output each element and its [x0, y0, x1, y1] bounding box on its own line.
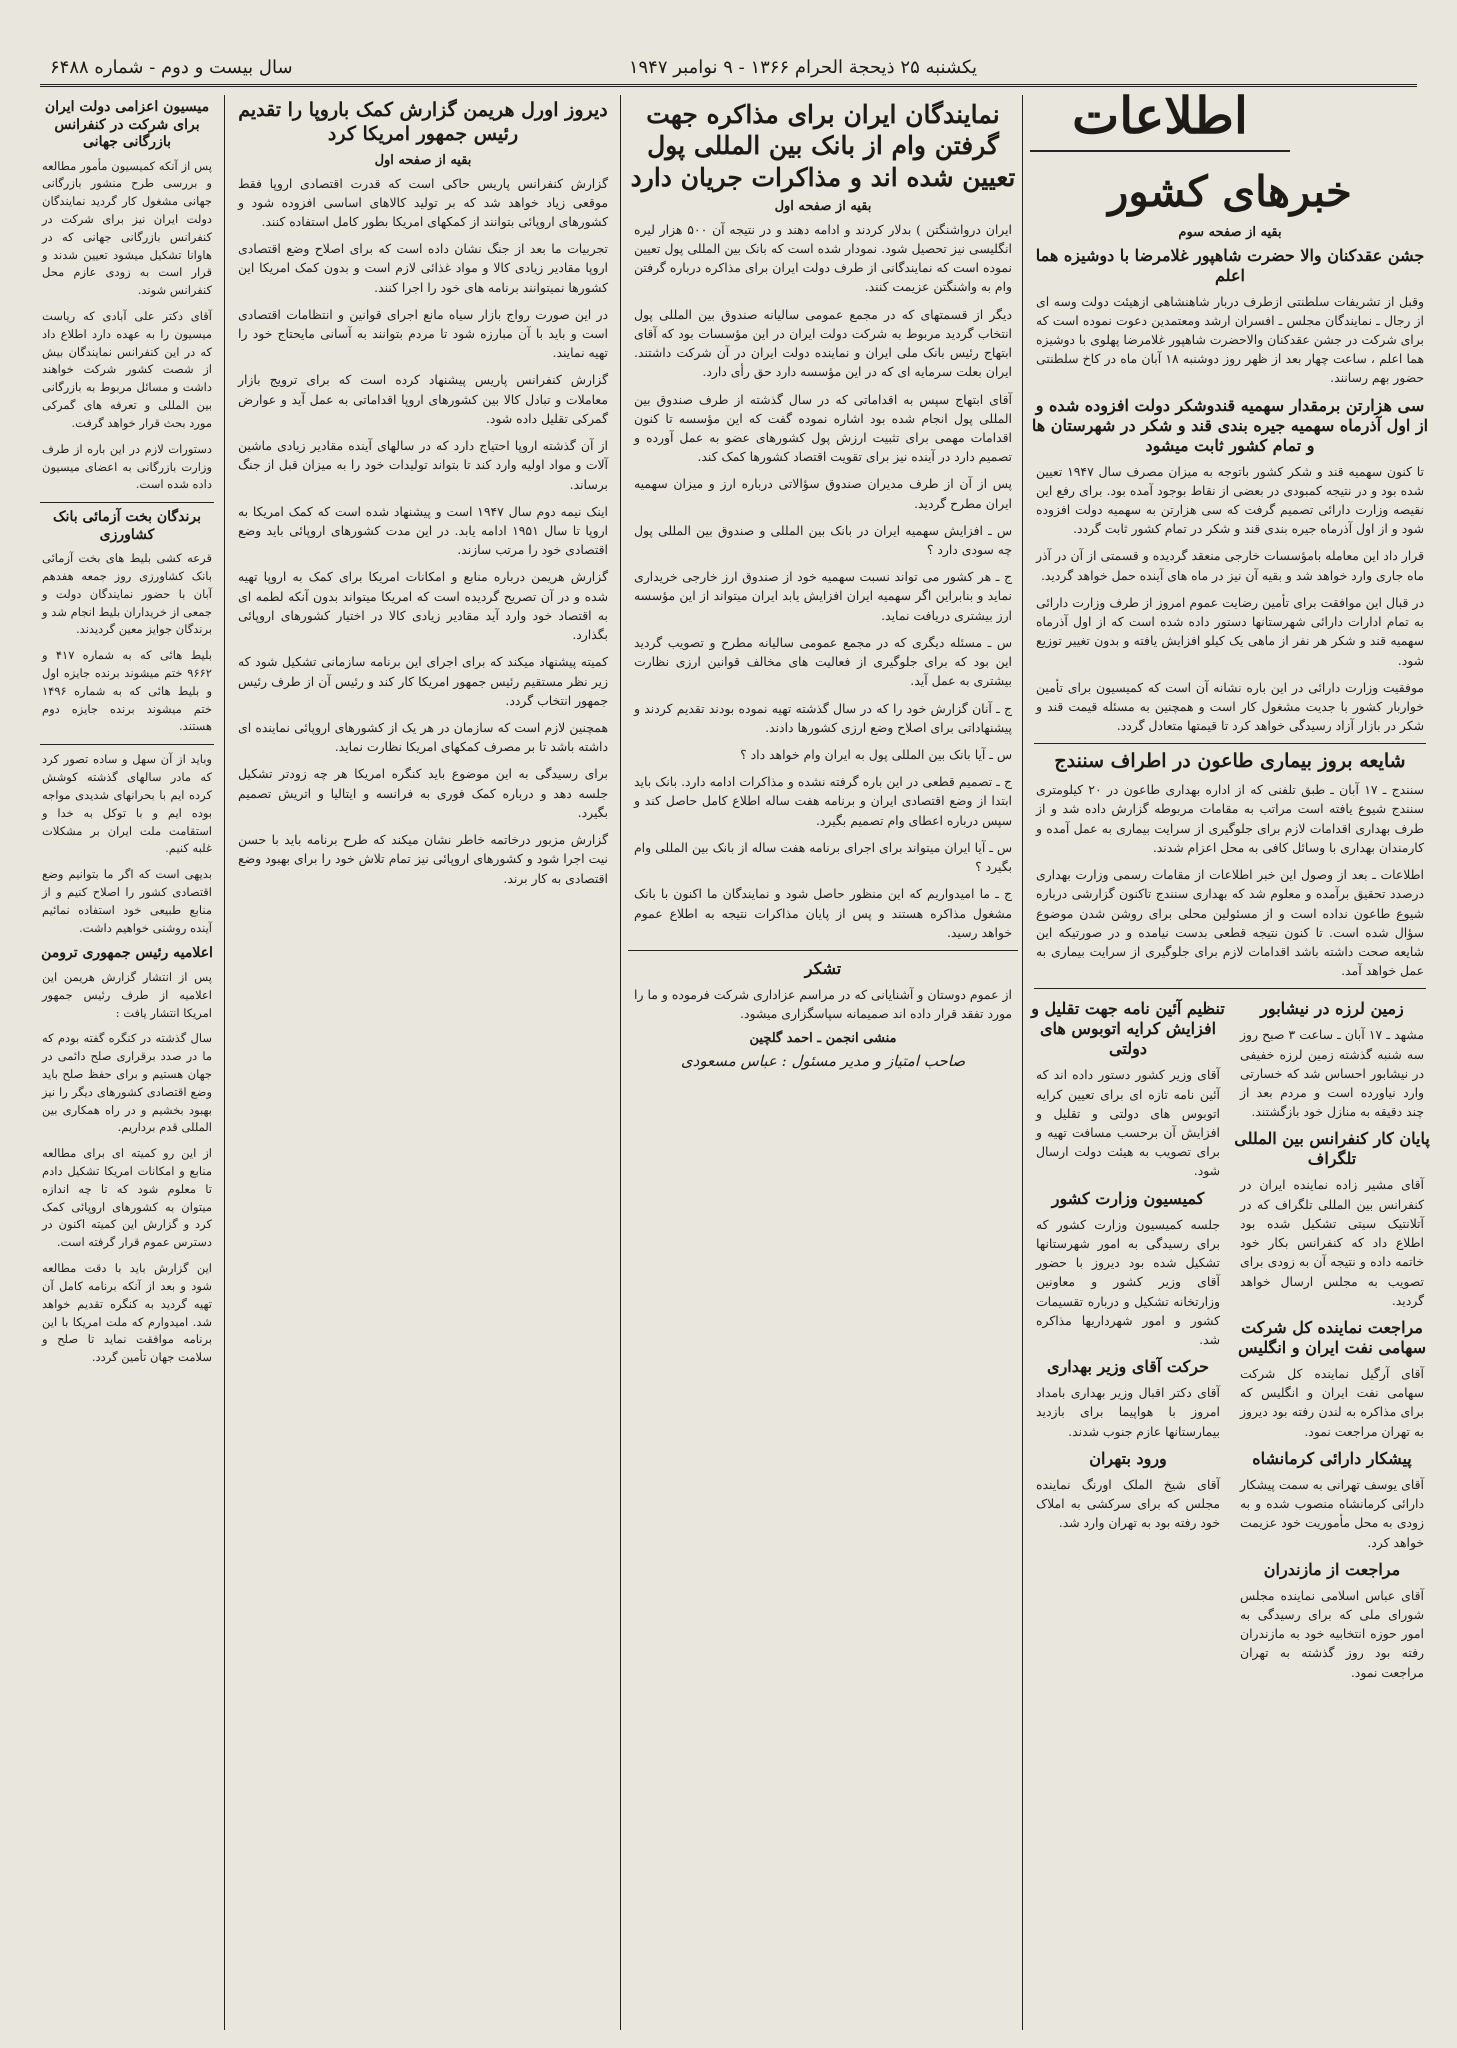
column-rule — [224, 95, 225, 2030]
article-bank-1: ایران درواشنگتن ) بدلار کردند و ادامه دهند و در نتیجه آن ۵۰۰ هزار لیره انگلیسی نیز تحصیل شود. نمودار شده است که بانک بین المللی پول تعیین نموده است که نمایندگانی از طرف دولت ایران برای مذاکره درباره گرفتن وام به واشنگتن عزیمت کنند. — [634, 221, 1012, 295]
article-harriman-9: همچنین لازم است که سازمان در هر یک از کشورهای اروپائی نماینده ای داشته باشد تا بر مصرف کمکهای امریکا نظارت نماید. — [238, 719, 608, 755]
headline-health: حرکت آقای وزیر بهداری — [1047, 1357, 1209, 1377]
article-continued-1: وباید از آن سهل و ساده تصور کرد که مادر سالهای گذشته کوشش کرده ایم با بحرانهای شدیدی مواجه بوده ایم و با توکل به خدا و استقامت ملت ایران بر مشکلات غلبه کنیم. — [42, 752, 212, 856]
article-oil: آقای آرگیل نماینده کل شرکت سهامی نفت ایران و انگلیس که برای مذاکره به لندن رفته بود دیروز به تهران مراجعت نمود. — [1240, 1366, 1424, 1439]
headline-truman: اعلامیه رئیس جمهوری ترومن — [41, 945, 213, 962]
section-title: خبرهای کشور — [1108, 167, 1352, 216]
headline-kermanshah: پیشکار دارائی کرمانشاه — [1252, 1448, 1412, 1468]
article-interior: جلسه کمیسیون وزارت کشور که برای رسیدگی به امور شهرستانها تشکیل شده بود دیروز با حضور آقای وزیر کشور و معاونین وزارتخانه تشکیل و درباره تقسیمات کشور و امور شهرداریها مذاکره شد. — [1036, 1216, 1220, 1347]
article-harriman-5: از آن گذشته اروپا احتیاج دارد که در سالهای آینده مقادیر زیادی ماشین آلات و مواد اولیه وارد کند تا بتواند تولیدات خود را به میزان قبل از جنگ برساند. — [238, 438, 608, 492]
article-wedding: وقبل از تشریفات سلطنتی ازطرف دربار شاهنشاهی ازهیئت دولت وسه ای از رجال ـ نمایندگان مجلس ـ افسران ارشد ومعتمدین دعوت نموده است که برای شرکت در جشن عقدکنان والاحضرت شاهپور غلامرضا پهلوی با دوشیزه هما اعلم ، ساعت چهار بعد از ظهر روز دوشنبه ۱۸ آبان ماه در کاخ سلطنتی حضور بهم رسانند. — [1036, 293, 1424, 386]
article-harriman-4: گزارش کنفرانس پاریس پیشنهاد کرده است که برای ترویج بازار معاملات و تبادل کالا بین کشورهای اروپا اقداماتی به عمل آید و عوارض گمرکی تقلیل داده شود. — [238, 372, 608, 426]
article-bank-7: س ـ مسئله دیگری که در مجمع عمومی سالیانه مطرح و تصویب گردید این بود که برای جلوگیری از فعالیت های مخالف قوانین ارزی نظارت بیشتری به عمل آید. — [634, 634, 1012, 689]
article-health: آقای دکتر اقبال وزیر بهداری بامداد امروز با هواپیما برای بازدید بیمارستانها عازم جنوب شدند. — [1036, 1385, 1220, 1439]
column-rule — [1022, 95, 1023, 2030]
article-truman-1: پس از انتشار گزارش هریمن این اعلامیه از طرف رئیس جمهور امریکا انتشار یافت : — [42, 969, 212, 1020]
article-telecom: آقای مشیر زاده نماینده ایران در کنفرانس بین المللی تلگراف که در آتلانتیک سیتی تشکیل شده بود اطلاع داد که کنفرانس بکار خود خاتمه داده و نتیجه آن به زودی برای تصویب به مجلس ارسال خواهد گردید. — [1240, 1177, 1424, 1308]
article-continued-2: بدیهی است که اگر ما بتوانیم وضع اقتصادی کشور را اصلاح کنیم و از منابع طبیعی خود استفاده نمائیم آینده روشنی خواهیم داشت. — [42, 867, 212, 935]
article-bank-10: ج ـ تصمیم قطعی در این باره گرفته نشده و مذاکرات ادامه دارد. بانک باید ابتدا از وضع اقتصادی ایران و برنامه هفت ساله اطلاع کامل حاصل کند و سپس درباره اعطای وام تصمیم بگیرد. — [634, 774, 1012, 828]
article-truman-4: این گزارش باید با دقت مطالعه شود و بعد از آنکه برنامه کامل آن تهیه گردید به کنگره تقدیم خواهد شد. امیدوارم که ملت امریکا با این برنامه موافقت نماید تا صلح و سلامت جهان تأمین گردد. — [42, 1261, 212, 1365]
notice-box — [628, 950, 1018, 1046]
article-itu-2: آقای دکتر علی آبادی که ریاست میسیون را به عهده دارد اطلاع داد که در این کنفرانس نمایندگان بیش از شصت کشور شرکت خواهند داشت و مسائل مربوط به بازرگانی بین المللی و تعرفه های گمرکی مورد بحث قرار خواهد گرفت. — [42, 309, 212, 430]
headline-interior: کمیسیون وزارت کشور — [1051, 1188, 1205, 1208]
headline-arrival: ورود بتهران — [1089, 1448, 1167, 1468]
article-itu-3: دستورات لازم در این باره از طرف وزارت بازرگانی به اعضای میسیون داده شده است. — [42, 441, 212, 492]
article-bank-6: ج ـ هر کشور می تواند نسبت سهمیه خود از صندوق ارز خارجی خریداری نماید و بنابراین اگر سهمیه ایران افزایش یابد ایران میتواند از این مؤسسه ارز بیشتری دریافت نماید. — [634, 569, 1012, 623]
article-bank-4: پس از آن از طرف مدیران صندوق سؤالاتی درباره ارز و میزان سهمیه ایران مطرح گردید. — [634, 476, 1012, 511]
column-world-bank — [628, 95, 1018, 2030]
headline-wedding: جشن عقدکنان والا حضرت شاهپور غلامرضا با دوشیزه هما اعلم — [1035, 245, 1425, 285]
column-domestic-news — [1030, 85, 1430, 2030]
issue-number: سال بیست و دوم - شماره ۶۴۸۸ — [50, 56, 293, 78]
article-harriman-10: برای رسیدگی به این موضوع باید کنگره امریکا هر چه زودتر تشکیل جلسه دهد و درباره کمک فوری به فرانسه و ایتالیا و اتریش تصمیم بگیرد. — [238, 766, 608, 820]
section-subtitle: بقیه از صفحه سوم — [1178, 224, 1282, 240]
article-bank-11: س ـ آیا ایران میتواند برای اجرای برنامه هفت ساله از بانک بین المللی وام بگیرد ؟ — [634, 839, 1012, 875]
article-bank-5: س ـ افزایش سهمیه ایران در بانک بین المللی و صندوق بین المللی پول چه سودی دارد ؟ — [634, 522, 1012, 558]
article-bus: آقای وزیر کشور دستور داده اند که آئین نامه تازه ای برای تعیین کرایه اتوبوس های دولتی و تقلیل و افزایش آن برحسب مسافت تهیه و برای تصویب به هیئت دولت ارسال شود. — [1036, 1067, 1220, 1179]
article-lottery-1: قرعه کشی بلیط های بخت آزمائی بانک کشاورزی روز جمعه هفدهم آبان با حضور نمایندگان دولت و جمعی از خریداران بلیط انجام شد و برندگان جوایز معین گردیدند. — [42, 551, 212, 637]
article-bank-12: ج ـ ما امیدواریم که این منظور حاصل شود و نمایندگان ما اکنون با بانک مشغول مذاکره هستند و پس از پایان مذاکرات نتیجه به اطلاع عموم خواهد رسید. — [634, 886, 1012, 940]
article-plague-2: اطلاعات ـ بعد از وصول این خبر اطلاعات از مقامات رسمی وزارت بهداری درصدد تحقیق برآمده و معلوم شد که بهداری سنندج تاکنون گزارشی درباره شیوع طاعون نداده است و از مسئولین محلی برای روشن شدن موضوع سؤال شده است. تا کنون نتیجه قطعی بدست نیامده و در صورتیکه این شایعه صحت داشته باشد اقدامات لازم برای جلوگیری از سرایت بیماری به عمل خواهد آمد. — [1036, 867, 1424, 979]
article-itu-1: پس از آنکه کمیسیون مأمور مطالعه و بررسی طرح منشور بازرگانی جهانی مشغول کار گردید نمایندگان دولت ایران نیز برای شرکت در کنفرانس بازرگانی جهانی که در هاوانا تشکیل میشود تعیین شدند و قرار است به زودی عازم محل کنفرانس شوند. — [42, 158, 212, 298]
newspaper-logo: اطلاعات — [1030, 80, 1290, 152]
article-harriman-2: تجربیات ما بعد از جنگ نشان داده است که برای اصلاح وضع اقتصادی اروپا مقادیر زیادی کالا و مواد غذائی لازم است و بدون کمک امریکا این کشورها نمیتوانند برنامه های خود را اجرا کنند. — [238, 241, 608, 295]
article-truman-3: از این رو کمیته ای برای مطالعه منابع و امکانات امریکا تشکیل دادم تا معلوم شود که تا چه اندازه میتوان به کشورهای اروپائی کمک کرد و گزارش این کمیته اکنون در دسترس عموم قرار گرفته است. — [42, 1146, 212, 1250]
article-bank-9: س ـ آیا بانک بین المللی پول به ایران وام خواهد داد ؟ — [740, 747, 1012, 762]
article-harriman-8: کمیته پیشنهاد میکند که برای اجرای این برنامه سازمانی تشکیل شود که زیر نظر مستقیم رئیس جمهور امریکا کار کند و رئیس آن از طرف رئیس جمهور انتخاب گردد. — [238, 654, 608, 708]
column-harriman-report — [232, 95, 614, 2030]
article-kermanshah: آقای یوسف تهرانی به سمت پیشکار دارائی کرمانشاه منصوب شده و به زودی به محل مأموریت خود عزیمت خواهد کرد. — [1240, 1476, 1424, 1550]
headline-plague: شایعه بروز بیماری طاعون در اطراف سنندج — [1054, 750, 1406, 773]
article-harriman-11: گزارش مزبور درخاتمه خاطر نشان میکند که طرح برنامه باید با حسن نیت اجرا شود و کشورهای اروپائی نیز تمام تلاش خود را برای بهبود وضع اقتصادی به کار برند. — [238, 832, 608, 886]
notice-sign: منشی انجمن ـ احمد گلچین — [749, 1031, 897, 1047]
divider — [40, 502, 214, 503]
issue-date: یکشنبه ۲۵ ذیحجة الحرام ۱۳۶۶ - ۹ نوامبر ۱۹۴۷ — [628, 56, 977, 78]
notice-body: از عموم دوستان و آشنایانی که در مراسم عزاداری شرکت فرموده و ما را مورد تفقد قرار داده اند صمیمانه سپاسگزاری میشود. — [634, 986, 1012, 1022]
section-subtitle: بقیه از صفحه اول — [374, 152, 472, 168]
article-harriman-6: اینک نیمه دوم سال ۱۹۴۷ است و پیشنهاد شده است که کمک امریکا به اروپا تا سال ۱۹۵۱ ادامه یابد. در این مدت کشورهای اروپائی باید وضع اقتصادی خود را مرتب سازند. — [238, 503, 608, 558]
briefs-left — [1234, 995, 1430, 1689]
article-sugar-4: موفقیت وزارت دارائی در این باره نشانه آن است که کمیسیون برای تأمین خواربار کشور با جدیت مشغول کار است و همچنین به مسئله قیمت قند و شکر در بازار آزاد رسیدگی خواهد کرد تا قیمتها متعادل گردد. — [1036, 679, 1424, 734]
column-misc — [36, 95, 218, 2030]
article-mazandaran: آقای عباس اسلامی نماینده مجلس شورای ملی که برای رسیدگی به امور حوزه انتخابیه خود به مازندران رفته بود روز گذشته به تهران مراجعت نمود. — [1240, 1587, 1424, 1680]
headline-sugar: سی هزارتن برمقدار سهمیه قندوشکر دولت افزوده شده و از اول آذرماه سهمیه جیره بندی قند و شکر در شهرستان ها و تمام کشور ثابت میشود — [1031, 395, 1429, 455]
divider — [40, 744, 214, 745]
headline-quake: زمین لرزه در نیشابور — [1260, 999, 1404, 1019]
headline-lottery: برندگان بخت آزمائی بانک کشاورزی — [53, 509, 201, 543]
article-harriman-3: در این صورت رواج بازار سیاه مانع اجرای قوانین و انتظامات اقتصادی است و باید با آن مبارزه شود تا مردم بتوانند به آسانی مایحتاج خود را تهیه نمایند. — [238, 306, 608, 361]
article-sugar-1: تا کنون سهمیه قند و شکر کشور باتوجه به میزان مصرف سال ۱۹۴۷ تعیین شده بود و در نتیجه کمبودی در بعضی از نقاط بوجود آمده بود. برای رفع این نقیصه وزارت دارائی تصمیم گرفت که سی هزارتن به سهمیه دولت افزوده شود و از اول آذرماه جیره بندی قند و شکر در تمام کشور ثابت گردد. — [1036, 463, 1424, 537]
column-rule — [620, 95, 621, 2030]
headline-harriman: دیروز اورل هریمن گزارش کمک باروپا را تقدیم رئیس جمهور امریکا کرد — [238, 99, 608, 145]
briefs-right — [1030, 995, 1226, 1689]
headline-oil: مراجعت نماینده کل شرکت سهامی نفت ایران و انگلیس — [1237, 1318, 1426, 1357]
article-harriman-1: گزارش کنفرانس پاریس حاکی است که قدرت اقتصادی اروپا فقط موقعی زیاد خواهد شد که بر تولید کالاهای اساسی افزوده شود و کشورهای اروپائی بتوانند از کمکهای امریکا بطور کامل استفاده کنند. — [238, 175, 608, 229]
headline-mazandaran: مراجعت از مازندران — [1263, 1559, 1401, 1579]
article-bank-2: دیگر از قسمتهای که در مجمع عمومی سالیانه صندوق بین المللی پول انتخاب گردید مربوط به شرکت دولت ایران در این مؤسسات بود که آقای ابتهاج رئیس بانک ملی ایران و نماینده دولت ایران در آن شرکت داشتند. ایران بعلت سرمایه ای که در این مؤسسه دارد حق رأی دارد. — [634, 306, 1012, 380]
article-plague-1: سنندج ـ ۱۷ آبان ـ طبق تلفنی که از اداره بهداری طاعون در ۲۰ کیلومتری سنندج شیوع یافته است مراتب به مقامات مربوطه گزارش داده شد و از طرف بهداری اقدامات لازم برای جلوگیری از سرایت بیماری به عمل آمده و کارمندان بهداری با وسائل کافی به محل اعزام شدند. — [1036, 782, 1424, 855]
article-sugar-3: در قبال این موافقت برای تأمین رضایت عموم امروز از طرف وزارت دارائی به تمام ادارات دارائی شهرستانها دستور داده شده است که از اول آذرماه سهمیه قند و شکر هر نفر از ماهی یک کیلو افزایش یافته و بدون تغییر توزیع شود. — [1036, 594, 1424, 668]
article-bank-8: ج ـ آنان گزارش خود را که در سال گذشته تهیه نموده بودند تقدیم کردند و پیشنهاداتی برای اصلاح وضع ارزی کشورها دادند. — [634, 700, 1012, 735]
divider — [1034, 988, 1426, 989]
article-quake: مشهد ـ ۱۷ آبان ـ ساعت ۳ صبح روز سه شنبه گذشته زمین لرزه خفیفی در نیشابور احساس شد که خسارتی وارد نیاورده است و مردم بعد از چند دقیقه به منازل خود بازگشتند. — [1240, 1027, 1424, 1120]
headline-itu: میسیون اعزامی دولت ایران برای شرکت در کنفرانس بازرگانی جهانی — [44, 99, 210, 150]
article-lottery-2: بلیط هائی که به شماره ۴۱۷ و ۹۶۶۲ ختم میشوند برنده جایزه اول و بلیط هائی که به شماره ۱۴۹۶ ختم میشوند برنده جایزه دوم هستند. — [42, 648, 212, 734]
headline-bus: تنظیم آئین نامه جهت تقلیل و افزایش کرایه اتوبوس های دولتی — [1031, 999, 1225, 1059]
article-arrival: آقای شیخ الملک اورنگ نماینده مجلس که برای سرکشی به املاک خود رفته بود به تهران وارد شد. — [1036, 1476, 1220, 1531]
publisher-signature: صاحب امتیاز و مدیر مسئول : عباس مسعودی — [680, 1052, 966, 1071]
article-sugar-2: قرار داد این معامله بامؤسسات خارجی منعقد گردیده و قسمتی از آن در آذر ماه جاری وارد خواهد شد و بقیه آن نیز در ماه های آینده حمل خواهد گردید. — [1036, 548, 1424, 583]
article-harriman-7: گزارش هریمن درباره منابع و امکانات امریکا برای کمک به اروپا تهیه شده و در آن تصریح گردیده است که امریکا میتواند بدون آنکه لطمه ای به اقتصاد خود وارد آید مقادیر زیادی کالا در اختیار کشورهای اروپائی بگذارد. — [238, 569, 608, 643]
headline-world-bank: نمایندگان ایران برای مذاکره جهت گرفتن وام از بانک بین المللی پول تعیین شده اند و مذاکرات جریان دارد — [630, 100, 1016, 192]
headline-telecom: پایان کار کنفرانس بین المللی تلگراف — [1234, 1129, 1430, 1169]
notice-title: تشکر — [804, 958, 842, 978]
article-truman-2: سال گذشته در کنگره گفته بودم که ما در صدد برقراری صلح دائمی در جهان هستیم و برای حفظ صلح باید وضع اقتصادی کشورهای دیگر را نیز بهبود بخشیم و در راه همکاری بین المللی قدم برداریم. — [42, 1031, 212, 1135]
two-column-briefs — [1030, 995, 1430, 1689]
section-subtitle: بقیه از صفحه اول — [774, 198, 872, 214]
article-bank-3: آقای ابتهاج سپس به اقداماتی که در سال گذشته از طرف صندوق بین المللی پول انجام شده بود اشاره نموده گفت که این مؤسسه تا کنون اقدامات مهمی برای تثبیت ارزش پول کشورهای عضو به عمل آورده و تصمیم دارد در آینده نیز برای تقویت اقتصاد کشورها کمک کند. — [634, 391, 1012, 465]
divider — [1034, 743, 1426, 744]
